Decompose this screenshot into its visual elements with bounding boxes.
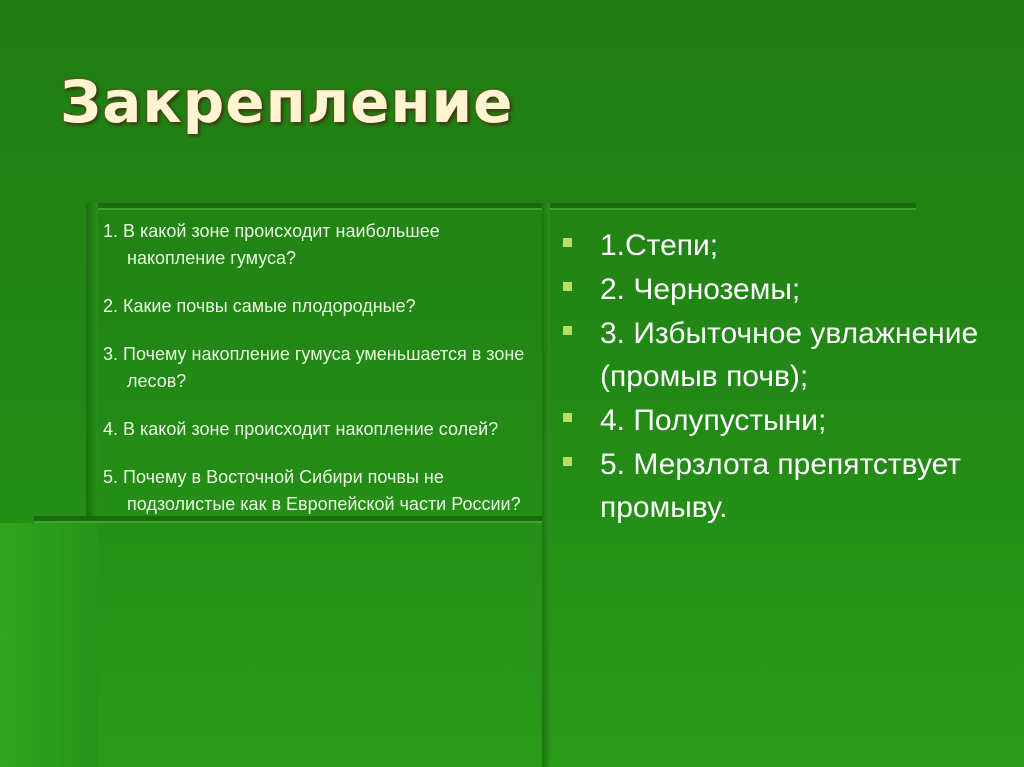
square-bullet-icon	[563, 238, 572, 247]
square-bullet-icon	[563, 326, 572, 335]
answer-text: 1.Степи;	[600, 229, 719, 262]
answer-item	[560, 312, 1000, 398]
question-item: 1. В какой зоне происходит наибольшее накопление гумуса?	[103, 221, 440, 268]
decor-top-bar-light	[86, 208, 916, 210]
question-item: 4. В какой зоне происходит накопление солей?	[103, 419, 499, 439]
answer-item	[560, 224, 1000, 267]
questions-list	[103, 218, 533, 518]
question-item: 5. Почему в Восточной Сибири почвы не подзолистые как в Европейской части России?	[103, 467, 521, 514]
square-bullet-icon	[563, 413, 572, 422]
answer-text: 5. Мерзлота препятствует промыву.	[600, 448, 962, 524]
answers-list	[560, 224, 1000, 530]
slide-title: Закрепление	[60, 68, 514, 136]
square-bullet-icon	[563, 457, 572, 466]
answer-item	[560, 443, 1000, 529]
question-item: 3. Почему накопление гумуса уменьшается в зоне лесов?	[103, 344, 525, 391]
decor-lower-left-panel	[0, 523, 98, 767]
question-item: 2. Какие почвы самые плодородные?	[103, 296, 416, 316]
answer-item	[560, 268, 1000, 311]
square-bullet-icon	[563, 282, 572, 291]
answer-text: 2. Черноземы;	[600, 273, 801, 306]
answer-item	[560, 399, 1000, 442]
answer-text: 3. Избыточное увлажнение (промыв почв);	[600, 317, 979, 393]
decor-middle-bar-light	[34, 521, 549, 523]
answer-text: 4. Полупустыни;	[600, 404, 827, 437]
decor-right-column	[542, 203, 550, 767]
